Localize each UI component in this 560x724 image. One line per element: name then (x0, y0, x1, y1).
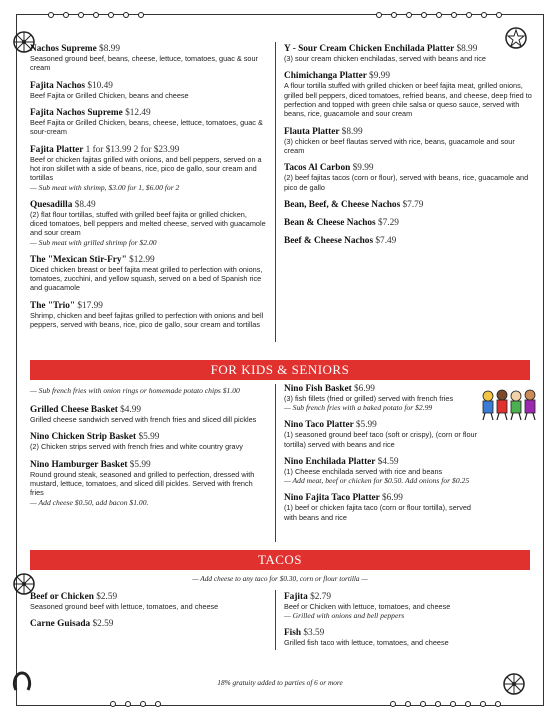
item-price: $6.99 (381, 493, 403, 504)
kids-illustration (480, 388, 544, 422)
item-description: (1) beef or chicken fajita taco (corn or flour tortilla), served with beans and rice (284, 503, 471, 522)
kids-right-column (284, 384, 484, 530)
kids-column-divider (275, 384, 276, 542)
item-name (30, 145, 266, 155)
item-price: $2.59 (96, 592, 118, 602)
item-description: Diced chicken breast or beef fajita meat grilled to perfection with onions, tomatoes, zucchini, and yellow squash, served on a bed of Spanish rice and guacamole (30, 264, 263, 293)
item-name (284, 420, 484, 430)
item-title: Bean & Cheese Nachos (284, 217, 376, 228)
item-name (284, 218, 536, 228)
item-price: $8.99 (341, 126, 363, 137)
item-description: Grilled fish taco with lettuce, tomatoes, and cheese (284, 638, 449, 648)
item-name (30, 44, 266, 54)
item-description: Seasoned ground beef with lettuce, tomatoes, and cheese (30, 602, 219, 611)
item-price: $8.49 (74, 199, 96, 210)
item-name (30, 432, 266, 442)
item-name (284, 592, 534, 602)
item-name (30, 81, 266, 91)
menu-item (284, 236, 536, 246)
item-price: $8.99 (99, 44, 120, 54)
menu-item (30, 44, 266, 73)
item-description: Grilled cheese sandwich served with french fries and sliced dill pickles (30, 415, 257, 424)
menu-item (284, 420, 484, 449)
item-name (284, 163, 536, 173)
item-title: Nino Hamburger Basket (30, 459, 128, 470)
item-title: Bean, Beef, & Cheese Nachos (284, 199, 401, 210)
tacos-column-divider (275, 590, 276, 650)
item-description: (3) sour cream chicken enchiladas, served with beans and rice (284, 54, 486, 63)
item-title: Chimichanga Platter (284, 71, 367, 82)
item-name (30, 405, 266, 415)
item-title: Beef & Cheese Nachos (284, 235, 374, 246)
menu-item (30, 108, 266, 137)
item-title: Beef or Chicken (30, 592, 94, 602)
kids-side-note: — Sub french fries with onion rings or homemade potato chips $1.00 (30, 386, 240, 395)
item-price: $12.99 (129, 254, 155, 265)
item-price: 1 for $13.99 2 for $23.99 (85, 144, 180, 155)
item-name (30, 301, 266, 311)
item-price: $4.59 (377, 456, 399, 467)
item-title: The "Mexican Stir-Fry" (30, 254, 127, 265)
item-price: $5.99 (355, 420, 377, 431)
item-name (284, 71, 536, 81)
item-title: Nachos Supreme (30, 44, 97, 54)
item-description: (1) seasoned ground beef taco (soft or crispy), (corn or flour tortilla) served with beans and rice (284, 430, 478, 449)
item-name (30, 460, 266, 470)
item-price: $7.49 (375, 235, 397, 246)
item-title: Nino Enchilada Platter (284, 456, 376, 467)
menu-item (284, 592, 534, 620)
item-name (284, 457, 484, 467)
item-title: Fajita Platter (30, 144, 84, 155)
item-price: $7.79 (402, 199, 424, 210)
menu-item (30, 432, 266, 451)
item-description: (3) chicken or beef flautas served with rice, beans, guacamole and sour cream (284, 136, 515, 155)
item-title: Y - Sour Cream Chicken Enchilada Platter (284, 44, 455, 54)
tacos-banner: TACOS (30, 550, 530, 570)
bottom-right-dots (390, 701, 501, 707)
menu-item (30, 200, 266, 247)
item-note: — Grilled with onions and bell peppers (284, 611, 405, 621)
left-column-top (30, 44, 266, 337)
item-description: Beef Fajita or Grilled Chicken, beans, cheese, lettuce, tomatoes, guac & sour-cream (30, 117, 263, 137)
item-title: Fish (284, 628, 302, 639)
item-note: — Add cheese $0.50, add bacon $1.00. (30, 497, 149, 507)
menu-item (284, 44, 536, 63)
item-price: $4.99 (120, 405, 142, 415)
tacos-right-column (284, 592, 534, 656)
item-note: — Sub meat with shrimp, $3.00 for 1, $6.00 for 2 (30, 182, 180, 192)
item-title: Nino Fajita Taco Platter (284, 493, 380, 504)
menu-item (30, 255, 266, 293)
item-price: $5.99 (138, 432, 160, 443)
item-price: $7.29 (378, 217, 399, 228)
menu-item (30, 592, 266, 611)
item-title: Fajita Nachos Supreme (30, 107, 123, 118)
right-column-top (284, 44, 536, 254)
item-description: (2) beef fajitas tacos (corn or flour), served with beans, rice, guacamole and pico de gallo (284, 173, 529, 192)
item-price: $5.99 (129, 459, 151, 470)
item-title: Fajita Nachos (30, 80, 86, 91)
item-name (30, 619, 266, 629)
item-note: — Sub french fries with a baked potato for $2.99 (284, 403, 433, 413)
item-description: Round ground steak, seasoned and grilled to perfection, dressed with mustard, lettuce, tomatoes, and sliced dill pickles. Served with french fries (30, 469, 255, 498)
kids-seniors-banner: FOR KIDS & SENIORS (30, 360, 530, 380)
item-name (284, 493, 484, 503)
item-name (284, 236, 536, 246)
item-name (30, 108, 266, 118)
item-price: $3.59 (303, 628, 325, 639)
item-note: — Sub meat with grilled shrimp for $2.00 (30, 237, 157, 247)
item-title: Nino Chicken Strip Basket (30, 432, 137, 443)
item-title: Quesadilla (30, 199, 73, 210)
menu-item (284, 493, 484, 522)
item-name (30, 592, 266, 602)
menu-item (284, 628, 534, 647)
menu-item (284, 200, 536, 210)
item-description: (3) fish fillets (fried or grilled) served with french fries (284, 394, 454, 403)
item-description: Beef or Chicken with lettuce, tomatoes, and cheese (284, 602, 451, 611)
item-name (284, 127, 536, 137)
gratuity-note: 18% gratuity added to parties of 6 or more (217, 678, 343, 687)
item-price: $2.79 (310, 592, 332, 602)
menu-item (30, 301, 266, 330)
item-description: Beef or chicken fajitas grilled with onions, and bell peppers, served on a hot iron skillet with a side of beans, rice, pico de gallo, sour cream and tortillas (30, 154, 262, 183)
menu-item (284, 163, 536, 192)
column-divider (275, 42, 276, 342)
item-title: Carne Guisada (30, 619, 91, 630)
item-name (284, 200, 536, 210)
item-description: Beef Fajita or Grilled Chicken, beans and cheese (30, 90, 189, 100)
menu-page (10, 8, 550, 712)
item-title: The "Trio" (30, 300, 76, 311)
item-title: Fajita (284, 592, 308, 602)
item-description: (2) Chicken strips served with french fries and white country gravy (30, 442, 243, 452)
menu-item (30, 460, 266, 507)
item-price: $17.99 (77, 300, 103, 311)
item-name (284, 44, 536, 54)
item-price: $8.99 (456, 44, 478, 54)
menu-item (284, 127, 536, 156)
item-price: $2.59 (92, 619, 114, 630)
menu-item (30, 81, 266, 100)
kids-left-column (30, 386, 266, 515)
item-title: Nino Fish Basket (284, 384, 352, 394)
item-title: Grilled Cheese Basket (30, 405, 118, 415)
item-name (30, 255, 266, 265)
bottom-left-dots (110, 701, 161, 707)
menu-item (284, 384, 484, 412)
item-description: (1) Cheese enchilada served with rice and beans (284, 466, 443, 476)
menu-item (30, 145, 266, 192)
top-right-dots (376, 12, 502, 18)
item-name (30, 200, 266, 210)
item-description: A flour tortilla stuffed with grilled chicken or beef fajita meat, grilled onions, grilled bell peppers, diced tomatoes, refried beans, and cheese, deep fried to perfection and topped with green chile salsa or queso sauce, served with beans, rice, guacamole and sour cream (284, 81, 532, 119)
menu-item (284, 457, 484, 485)
item-description: Seasoned ground beef, beans, cheese, lettuce, tomatoes, guac & sour cream (30, 54, 258, 73)
top-left-dots (48, 12, 144, 18)
menu-item (284, 71, 536, 118)
item-description: (2) flat flour tortillas, stuffed with grilled beef fajita or grilled chicken, diced tomatoes, bell peppers and melted cheese, served with guacamole and sour cream (30, 209, 266, 238)
item-name (284, 628, 534, 638)
item-price: $12.49 (125, 107, 151, 118)
item-description: Shrimp, chicken and beef fajitas grilled to perfection with onions and bell peppers, served with beans, rice, pico de gallo, sour cream and tortillas (30, 310, 264, 329)
item-title: Nino Taco Platter (284, 420, 354, 431)
item-price: $10.49 (87, 80, 113, 91)
item-title: Flauta Platter (284, 126, 340, 137)
item-title: Tacos Al Carbon (284, 163, 351, 174)
item-price: $9.99 (352, 163, 374, 174)
item-note: — Add meat, beef or chicken for $0.50. Add onions for $0.25 (284, 476, 470, 486)
menu-item (284, 218, 536, 228)
tacos-left-column (30, 592, 266, 637)
item-price: $6.99 (354, 384, 375, 394)
tacos-note: — Add cheese to any taco for $0.30, corn or flour tortilla — (192, 574, 368, 583)
item-name (284, 384, 484, 394)
menu-item (30, 619, 266, 629)
item-price: $9.99 (369, 71, 390, 82)
menu-item (30, 405, 266, 424)
